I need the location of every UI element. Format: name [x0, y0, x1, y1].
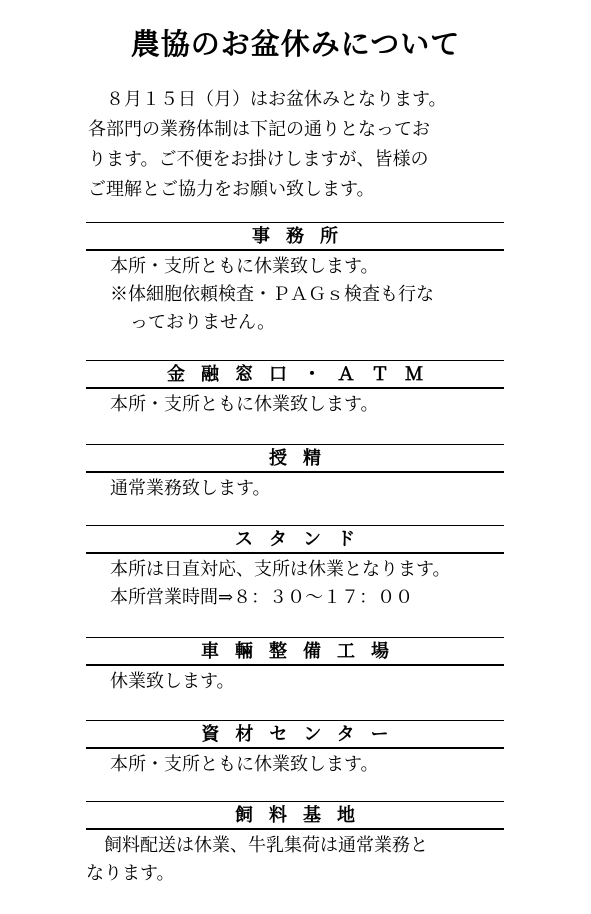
section-office [86, 222, 504, 337]
intro-line: ります。ご不便をお掛けしますが、皆様の [88, 149, 429, 170]
section-line: 通常業務致します。 [110, 478, 271, 499]
section-materials-center [86, 720, 504, 779]
section-finance-atm [86, 360, 504, 419]
intro-paragraph [88, 85, 498, 205]
intro-line: ８月１５日（月）はお盆休みとなります。 [88, 89, 447, 110]
section-header: 車輛整備工場 [86, 637, 504, 666]
section-header: 事務所 [86, 222, 504, 251]
section-gas-stand [86, 525, 504, 612]
section-line: 飼料配送は休業、牛乳集荷は通常業務と [86, 835, 428, 856]
section-body [86, 389, 504, 419]
section-line: 本所・支所ともに休業致します。 [110, 256, 379, 277]
intro-line: ご理解とご協力をお願い致します。 [88, 179, 375, 200]
section-header: 授精 [86, 444, 504, 473]
section-line: 本所・支所ともに休業致します。 [110, 394, 379, 415]
section-body [86, 251, 504, 337]
page-title: 農協のお盆休みについて [130, 27, 461, 61]
section-line: なります。 [86, 863, 175, 884]
section-header: 資材センター [86, 720, 504, 749]
section-header: スタンド [86, 525, 504, 554]
section-line: ※体細胞依頼検査・ＰＡＧｓ検査も行な [110, 284, 434, 305]
section-body [86, 473, 504, 503]
section-vehicle-workshop [86, 637, 504, 696]
section-body [86, 749, 504, 779]
section-header: 金融窓口・ＡＴＭ [86, 360, 504, 389]
section-line: 本所営業時間⇒８：３０～１７：００ [110, 587, 414, 608]
section-body [86, 830, 504, 888]
section-feed-base [86, 801, 504, 888]
section-header: 飼料基地 [86, 801, 504, 830]
section-line: 本所は日直対応、支所は休業となります。 [110, 559, 451, 580]
section-body [86, 666, 504, 696]
section-line: っておりません。 [130, 312, 276, 333]
section-insemination [86, 444, 504, 503]
section-line: 本所・支所ともに休業致します。 [110, 754, 379, 775]
intro-line: 各部門の業務体制は下記の通りとなってお [88, 119, 430, 140]
section-line: 休業致します。 [110, 671, 235, 692]
section-body [86, 554, 504, 612]
